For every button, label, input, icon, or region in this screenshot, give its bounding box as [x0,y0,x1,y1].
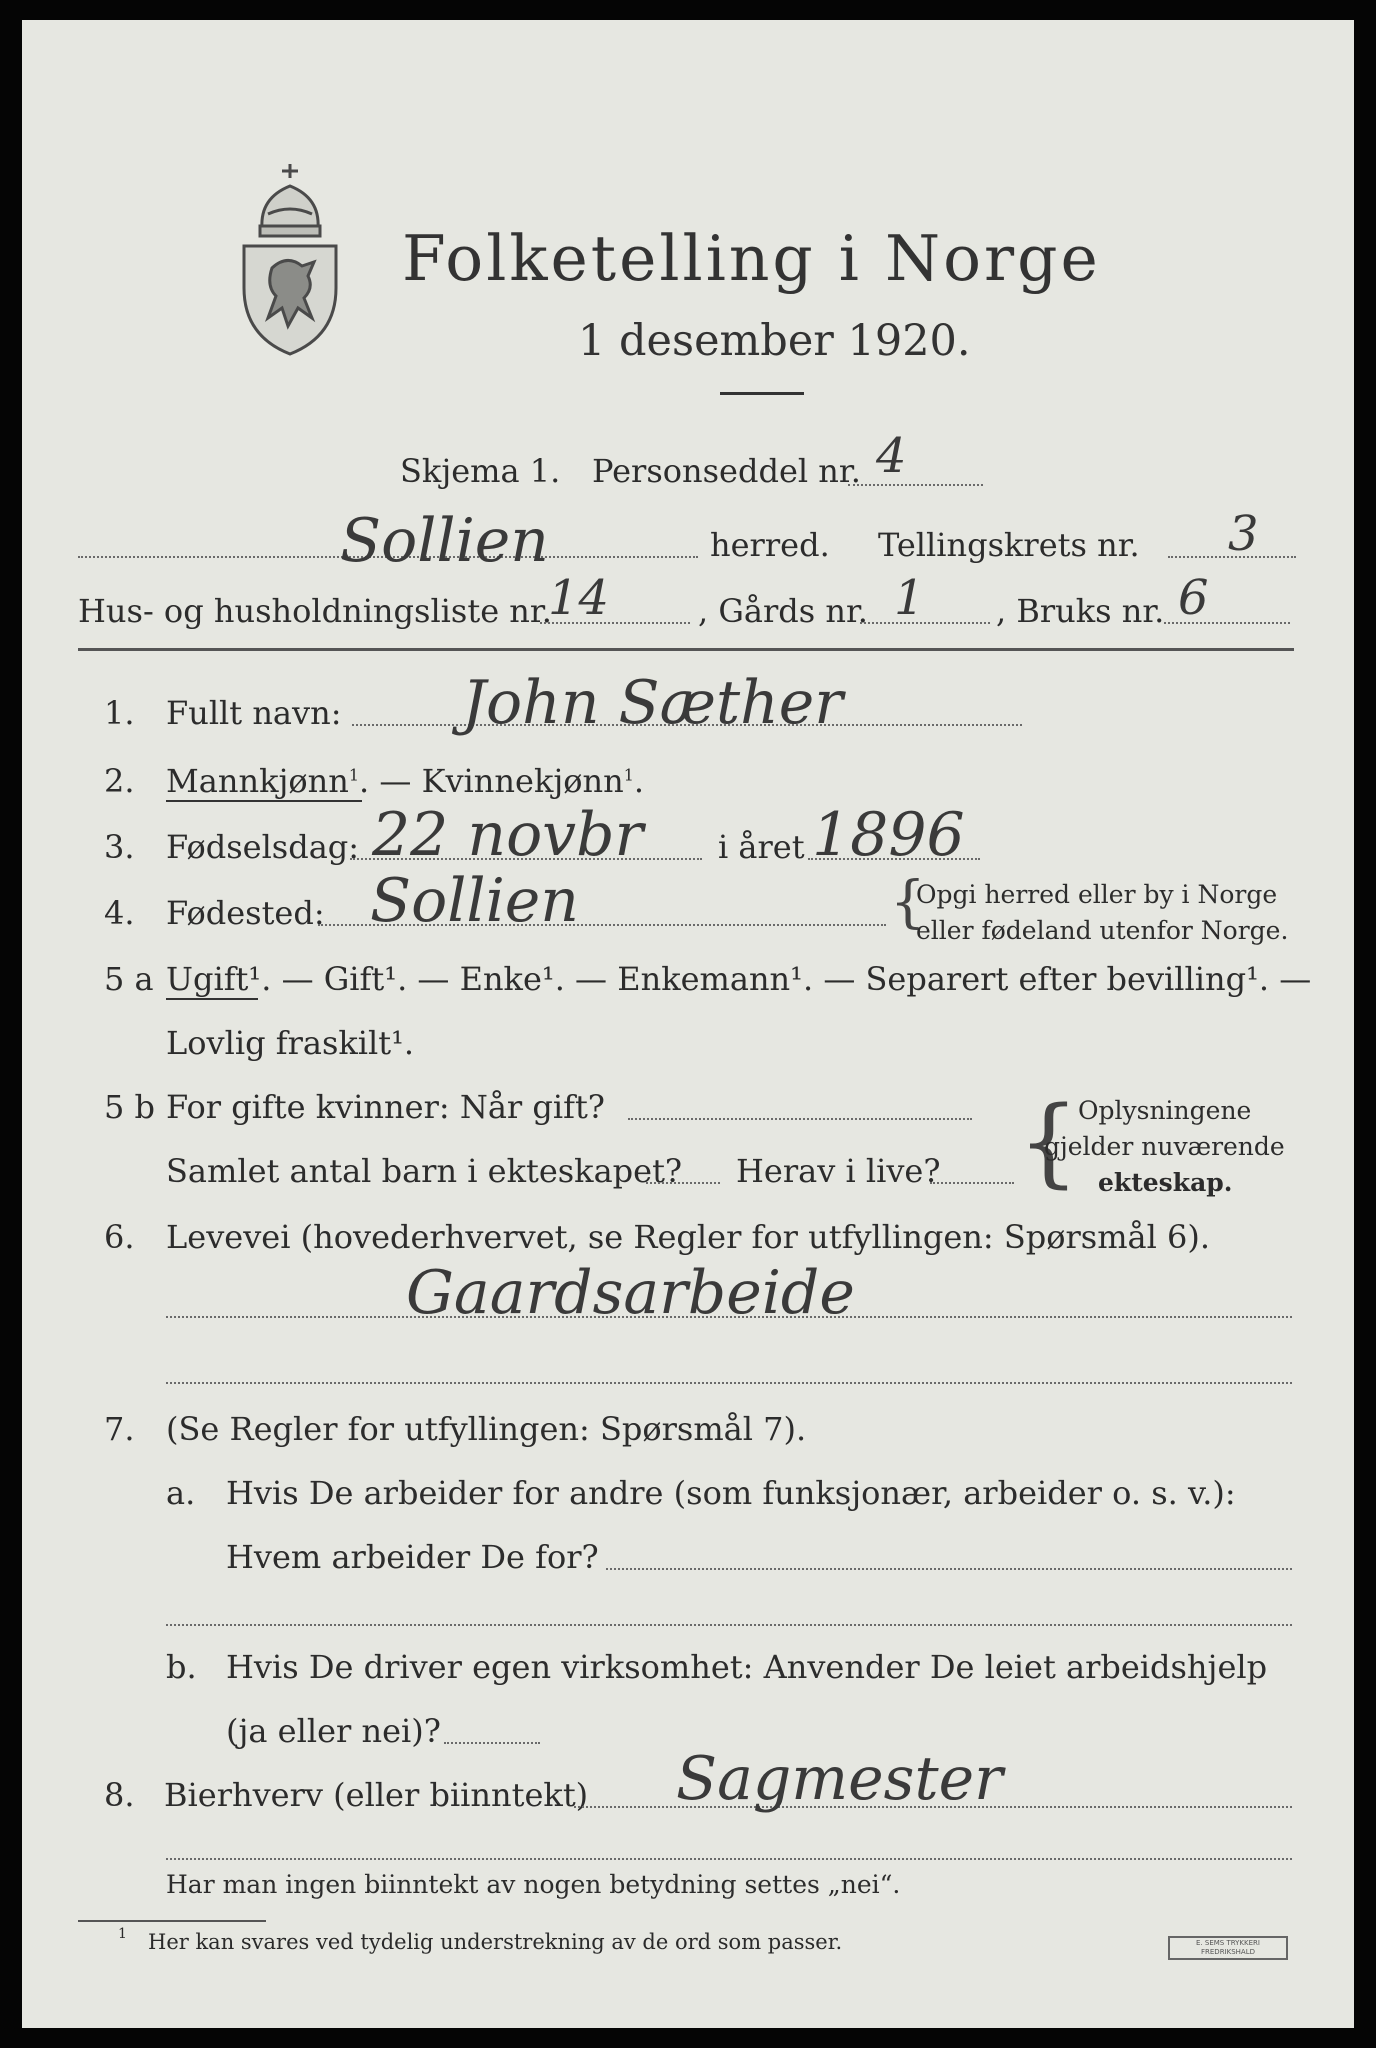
q8-dots-2 [166,1858,1292,1860]
printer-stamp [1168,1936,1288,1960]
q5b-note-2: gjelder nuværende [1044,1132,1285,1161]
q5b-brace: { [1018,1086,1080,1198]
q2-male: Mannkjønn [166,762,349,800]
q5b-note-1: Oplysningene [1078,1096,1252,1125]
herred-label: herred. [710,526,830,564]
q7a-line1: Hvis De arbeider for andre (som funksjonær, arbeider o. s. v.): [226,1474,1236,1512]
tellingskrets-label: Tellingskrets nr. [878,526,1140,564]
q1-value: John Sæther [462,668,843,738]
q3-number: 3. [104,828,135,866]
q7a-letter: a. [166,1474,196,1512]
q7b-dots [444,1742,540,1744]
coat-of-arms-icon [232,158,348,358]
q1-label: Fullt navn: [166,694,342,732]
stamp-line-1: E. SEMS TRYKKERI [1196,1939,1260,1947]
q3-value: 22 novbr [372,800,644,870]
q5a-ugift: Ugift [166,960,249,998]
q5b-line2-a: Samlet antal barn i ekteskapet? [166,1152,683,1190]
gards-label: , Gårds nr. [698,592,868,630]
q5b-number: 5 b [104,1088,156,1126]
q2-number: 2. [104,762,135,800]
gards-value: 1 [894,570,925,626]
q3-label: Fødselsdag: [166,828,360,866]
q7-label: (Se Regler for utfyllingen: Spørsmål 7). [166,1410,807,1448]
bruks-value: 6 [1178,570,1209,626]
q7b-line1: Hvis De driver egen virksomhet: Anvender De leiet arbeidshjelp [226,1648,1268,1686]
stamp-line-2: FREDRIKSHALD [1200,1948,1255,1956]
form-title: Folketelling i Norge [402,222,1101,295]
q8-number: 8. [104,1776,135,1814]
q2-male-sup: 1 [348,765,360,785]
q8-value: Sagmester [676,1744,1003,1814]
header-rule [78,648,1294,651]
q2-end: . [633,762,645,800]
q4-label: Fødested: [166,894,325,932]
husliste-value: 14 [548,570,610,626]
herred-value: Sollien [340,506,549,576]
q7b-line2: (ja eller nei)? [226,1712,441,1750]
q4-note-2: eller fødeland utenfor Norge. [916,916,1289,945]
q1-number: 1. [104,694,135,732]
q4-number: 4. [104,894,135,932]
q2-sep: . — [359,762,422,800]
husliste-label: Hus- og husholdningsliste nr. [78,592,552,630]
q4-note-1: Opgi herred eller by i Norge [916,880,1278,909]
q6-label: Levevei (hovederhvervet, se Regler for utfyllingen: Spørsmål 6). [166,1218,1211,1256]
footnote-text: Her kan svares ved tydelig understrekning av de ord som passer. [148,1930,843,1954]
q2-female: Kvinnekjønn [421,762,624,800]
q3-year-label: i året [718,828,805,866]
q5b-line1: For gifte kvinner: Når gift? [166,1088,605,1126]
q7-number: 7. [104,1410,135,1448]
q3-year-value: 1896 [812,800,965,870]
personseddel-label: Personseddel nr. [592,452,861,490]
title-divider [720,392,804,395]
q6-value: Gaardsarbeide [406,1258,855,1328]
gards-dots [860,622,990,624]
q7a-line2: Hvem arbeider De for? [226,1538,599,1576]
personseddel-value: 4 [876,428,907,484]
q7b-letter: b. [166,1648,197,1686]
q8-label: Bierhverv (eller biinntekt) [164,1776,589,1814]
q5b-barn-dots [646,1182,720,1184]
q7a-dots-1 [606,1568,1292,1570]
q5b-live-dots [930,1182,1014,1184]
footnote-mark: 1 [118,1926,127,1942]
tellingskrets-value: 3 [1228,506,1259,562]
form-date: 1 desember 1920. [578,316,971,366]
q5a-ugift-underline [166,998,258,1000]
personseddel-dots [848,484,983,486]
q5a-line2: Lovlig fraskilt¹. [166,1024,415,1062]
q4-brace: { [890,870,926,935]
note-bottom: Har man ingen biinntekt av nogen betydning settes „nei“. [166,1870,901,1899]
q7a-dots-2 [166,1624,1292,1626]
q5b-gift-dots [628,1118,972,1120]
q2-male-underline [166,800,362,802]
footnote-rule [78,1920,266,1922]
bruks-label: , Bruks nr. [996,592,1165,630]
q4-value: Sollien [370,866,579,936]
q5a-options: ¹. — Gift¹. — Enke¹. — Enkemann¹. — Separert efter bevilling¹. — [248,960,1312,998]
q5a-number: 5 a [104,960,154,998]
q5b-line2-b: Herav i live? [736,1152,941,1190]
q2-female-sup: 1 [623,765,634,785]
q6-dots-2 [166,1382,1292,1384]
schema-label: Skjema 1. [400,452,561,490]
q5a-line [166,960,1311,998]
q2-line [166,762,644,800]
q6-number: 6. [104,1218,135,1256]
q5b-note-3: ekteskap. [1098,1168,1233,1197]
